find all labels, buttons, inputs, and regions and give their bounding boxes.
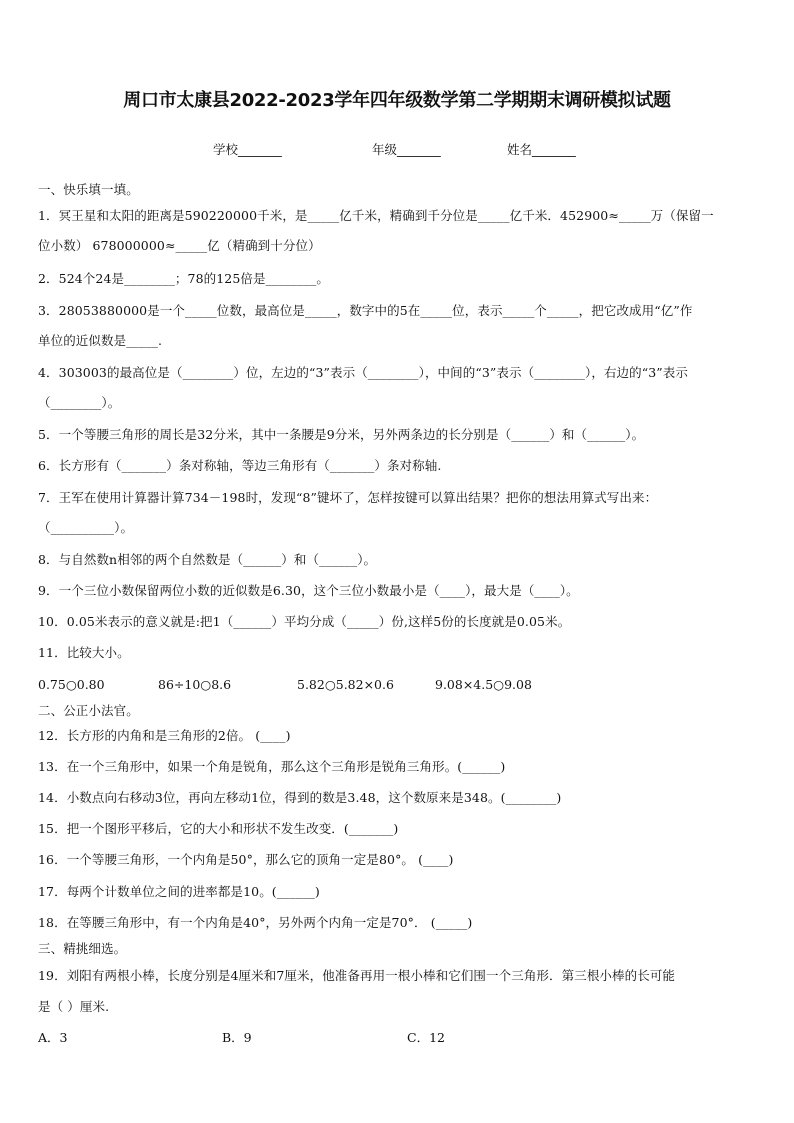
question-17: 17．每两个计数单位之间的进率都是10。(______) [38, 884, 320, 899]
option-a: A．3 [38, 1030, 68, 1045]
question-2: 2．524个24是________；78的125倍是________。 [38, 271, 329, 286]
question-12: 12．长方形的内角和是三角形的2倍。 (____) [38, 728, 291, 743]
question-7-line-1: 7．王军在使用计算器计算734－198时，发现“8”键坏了，怎样按键可以算出结果？把你的想法用算式写出来： [38, 490, 658, 505]
question-1-line-2: 位小数） 678000000≈_____亿（精确到十分位） [38, 238, 321, 253]
section-heading-judge: 二、公正小法官。 [38, 703, 139, 718]
question-11: 11．比较大小。 [38, 645, 130, 660]
grade-field: 年级_______ [372, 142, 441, 157]
section-heading-fill: 一、快乐填一填。 [38, 182, 139, 197]
question-18: 18．在等腰三角形中，有一个内角是40°，另外两个内角一定是70°． (_____) [38, 915, 473, 930]
question-6: 6．长方形有（_______）条对称轴，等边三角形有（_______）条对称轴. [38, 458, 442, 473]
option-c: C．12 [407, 1030, 445, 1045]
compare-item: 86÷10○8.6 [158, 677, 232, 692]
question-1-line-1: 1．冥王星和太阳的距离是590220000千米，是_____亿千米，精确到千分位是_____亿千米．452900≈_____万（保留一 [38, 208, 714, 223]
question-19-line-2: 是（ ）厘米. [38, 999, 110, 1014]
page-title: 周口市太康县2022-2023学年四年级数学第二学期期末调研模拟试题 [123, 90, 671, 111]
option-b: B．9 [222, 1030, 252, 1045]
question-10: 10．0.05米表示的意义就是:把1（______）平均分成（_____）份,这样5份的长度就是0.05米。 [38, 614, 571, 629]
question-9: 9．一个三位小数保留两位小数的近似数是6.30，这个三位小数最小是（____），最大是（____）。 [38, 583, 579, 598]
compare-item: 0.75○0.80 [38, 677, 105, 692]
name-field: 姓名_______ [507, 142, 576, 157]
question-5: 5．一个等腰三角形的周长是32分米，其中一条腰是9分米，另外两条边的长分别是（______）和（______）。 [38, 427, 645, 442]
section-heading-choice: 三、精挑细选。 [38, 941, 127, 956]
question-13: 13．在一个三角形中，如果一个角是锐角，那么这个三角形是锐角三角形。(______) [38, 759, 506, 774]
question-19-line-1: 19．刘阳有两根小棒，长度分别是4厘米和7厘米，他准备再用一根小棒和它们围一个三角形．第三根小棒的长可能 [38, 968, 676, 983]
compare-item: 9.08×4.5○9.08 [435, 677, 532, 692]
question-14: 14．小数点向右移动3位，再向左移动1位，得到的数是3.48，这个数原来是348。(________) [38, 790, 562, 805]
question-15: 15．把一个图形平移后，它的大小和形状不发生改变．(_______) [38, 821, 399, 836]
school-field: 学校_______ [213, 142, 282, 157]
question-3-line-1: 3．28053880000是一个_____位数，最高位是_____，数字中的5在_____位，表示_____个_____，把它改成用“亿”作 [38, 303, 693, 318]
question-4-line-1: 4．303003的最高位是（________）位，左边的“3”表示（________），中间的“3”表示（________），右边的“3”表示 [38, 365, 688, 380]
question-16: 16．一个等腰三角形，一个内角是50°，那么它的顶角一定是80°。 (____) [38, 852, 454, 867]
compare-item: 5.82○5.82×0.6 [297, 677, 394, 692]
question-4-line-2: （________）。 [38, 395, 121, 410]
question-3-line-2: 单位的近似数是_____. [38, 333, 163, 348]
question-7-line-2: （__________）。 [38, 520, 134, 535]
question-8: 8．与自然数n相邻的两个自然数是（______）和（______）。 [38, 552, 377, 567]
